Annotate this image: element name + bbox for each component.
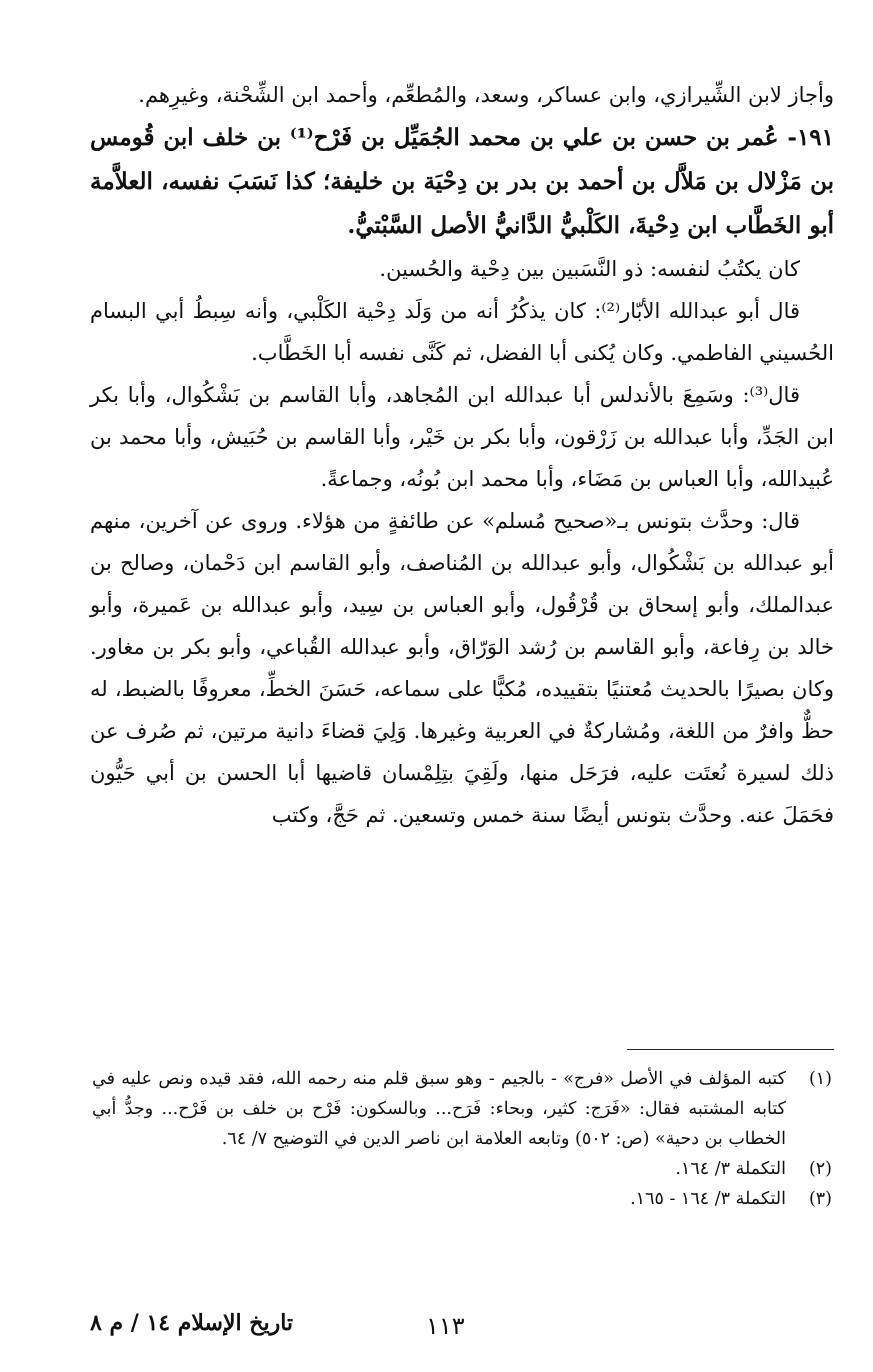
page-number: ١١٣ (426, 1312, 465, 1340)
footnote-item (92, 1064, 832, 1154)
paragraph: قال أبو عبدالله الأبّار⁽²⁾: كان يذكُرُ أنه من وَلَد دِحْية الكَلْبي، وأنه سِبطُ أبي البسام الحُسيني الفاطمي. وكان يُكنى أبا الفضل، ثم كَنَّى نفسه أبا الخَطَّاب. (90, 299, 834, 365)
paragraph-continuation: وأجاز لابن الشِّيرازي، وابن عساكر، وسعد، والمُطعِّم، وأحمد ابن الشِّحْنة، وغيرِهم. (138, 83, 834, 107)
footnote-number: (٣) (808, 1189, 832, 1209)
biography-heading: ١٩١- عُمر بن حسن بن علي بن محمد الجُمَيِّل بن فَرْح⁽¹⁾ بن خلف ابن قُومس بن مَزْلال بن مَلاَّل بن أحمد بن بدر بن دِحْيَة بن خليفة؛ كذا نَسَبَ نفسه، العلاَّمة أبو الخَطَّاب ابن دِحْيةَ، الكَلْبيُّ الدَّانيُّ الأصل السَّبْتيُّ. (90, 124, 834, 239)
footnotes (92, 1064, 832, 1214)
footnote-text: التكملة ٣/ ١٦٤ - ١٦٥. (630, 1189, 786, 1209)
page-footer (90, 1310, 834, 1350)
footnote-number: (٢) (808, 1159, 832, 1179)
footnote-text: التكملة ٣/ ١٦٤. (675, 1159, 786, 1179)
footnote-divider (627, 1049, 834, 1050)
book-signature: تاريخ الإسلام ١٤ / م ٨ (90, 1310, 294, 1336)
paragraph: قال⁽³⁾: وسَمِعَ بالأندلس أبا عبدالله ابن المُجاهد، وأبا القاسم بن بَشْكُوال، وأبا بكر ابن الجَدِّ، وأبا عبدالله بن زَرْقون، وأبا بكر بن خَيْر، وأبا القاسم بن حُبَيش، وأبا محمد بن عُبيدالله، وأبا العباس بن مَضَاء، وأبا محمد ابن بُونُه، وجماعةً. (90, 383, 834, 491)
footnote-number: (١) (808, 1069, 832, 1089)
footnote-text: كتبه المؤلف في الأصل «فرج» - بالجيم - وهو سبق قلم منه رحمه الله، فقد قيده ونص عليه في كتابه المشتبه فقال: «فَرَج: كثير، وبحاء: فَرَح... وبالسكون: فَرْح بن خلف بن فَرْح... وجدُّ أبي الخطاب بن دحية» (ص: ٥٠٢) وتابعه العلامة ابن ناصر الدين في التوضيح ٧/ ٦٤. (92, 1069, 786, 1149)
footnote-item (92, 1154, 832, 1184)
main-text (90, 74, 834, 836)
paragraph: كان يكتُبُ لنفسه: ذو النَّسَبين بين دِحْية والحُسين. (379, 257, 800, 281)
footnote-item (92, 1184, 832, 1214)
paragraph: قال: وحدَّث بتونس بـ«صحيح مُسلم» عن طائفةٍ من هؤلاء. وروى عن آخرين، منهم أبو عبدالله بن بَشْكُوال، وأبو عبدالله بن المُناصف، وأبو القاسم ابن دَحْمان، وصالح بن عبدالملك، وأبو إسحاق بن قُرْقُول، وأبو العباس بن سِيد، وأبو عبدالله بن عَميرة، وأبو خالد بن رِفاعة، وأبو القاسم بن رُشد الوَرّاق، وأبو عبدالله القُباعي، وأبو بكر بن مغاور. وكان بصيرًا بالحديث مُعتنيًا بتقييده، مُكبًّا على سماعه، حَسَنَ الخطِّ، معروفًا بالضبط، له حظٌّ وافرٌ من اللغة، ومُشاركةٌ في العربية وغيرها. وَلِيَ قضاءَ دانية مرتين، ثم صُرف عن ذلك لسيرة نُعتَت عليه، فرَحَل منها، ولَقِيَ بتِلِمْسان قاضيها أبا الحسن بن أبي حَيُّون فحَمَلَ عنه. وحدَّث بتونس أيضًا سنة خمس وتسعين. ثم حَجَّ، وكتب (90, 509, 834, 827)
